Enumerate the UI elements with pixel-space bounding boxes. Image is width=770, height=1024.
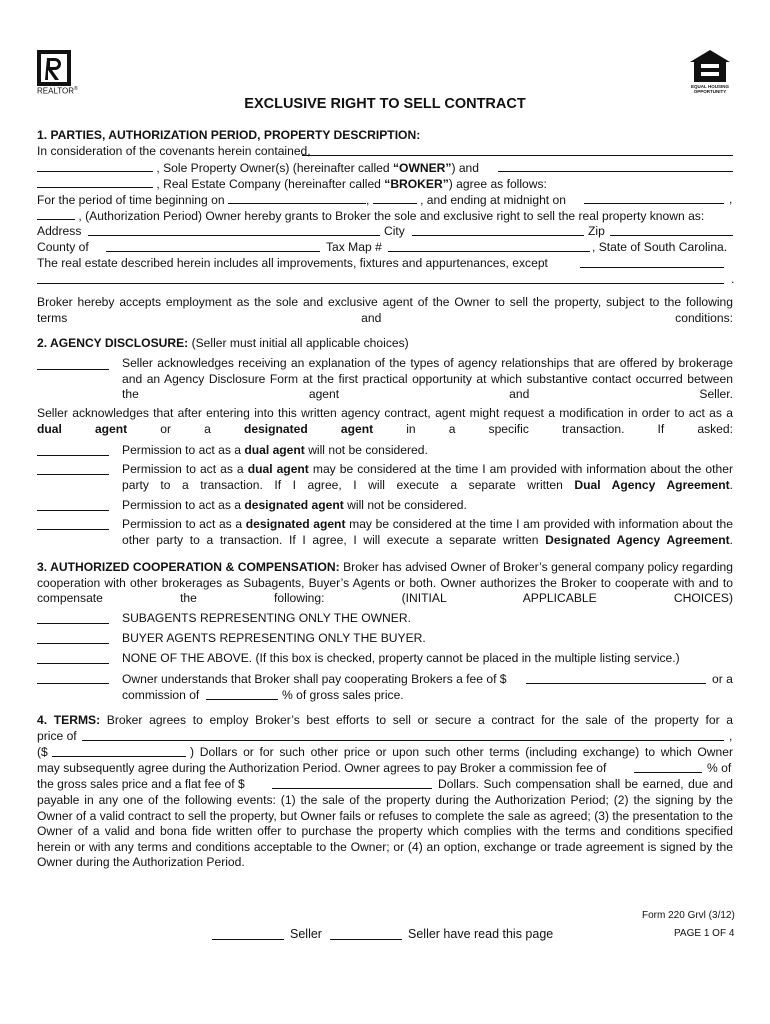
- commission-pct-blank[interactable]: [634, 772, 702, 773]
- document-title: EXCLUSIVE RIGHT TO SELL CONTRACT: [244, 96, 526, 112]
- price-amount-blank[interactable]: [52, 756, 186, 757]
- modification-paragraph: Seller acknowledges that after entering into this written agency contract, agent might request a modification in order to act as a dual agent or a designated agent in a specific transaction. If asked:: [37, 406, 733, 436]
- c4-text: Owner understands that Broker shall pay cooperating Brokers a fee of $: [122, 672, 507, 686]
- consideration-line: In consideration of the covenants herein contained,: [37, 144, 311, 158]
- opt3-text: Permission to act as a designated agent will not be considered.: [122, 498, 467, 512]
- zip-blank[interactable]: [610, 235, 733, 236]
- opt3-initial-blank[interactable]: [37, 510, 109, 511]
- c4-initial-blank[interactable]: [37, 683, 109, 684]
- broker-line: , Real Estate Company (hereinafter called “BROKER”) agree as follows:: [37, 176, 733, 192]
- realtor-label: REALTOR®: [37, 86, 78, 96]
- tax-map-blank[interactable]: [388, 251, 590, 252]
- opt2-initial-blank[interactable]: [37, 474, 109, 475]
- ack-paragraph: Seller acknowledges receiving an explanation of the types of agency relationships that are offered by brokerage and an Agency Disclosure Form at the first practical opportunity at which substantive contact occurred between the agent and Seller.: [122, 356, 733, 401]
- price-of-line: price of: [37, 729, 77, 743]
- c4-or-a: or a: [712, 672, 733, 686]
- section-1-heading: 1. PARTIES, AUTHORIZATION PERIOD, PROPERTY DESCRIPTION:: [37, 128, 421, 142]
- section-2-heading: 2. AGENCY DISCLOSURE: (Seller must initial all applicable choices): [37, 336, 409, 350]
- flat-fee-blank[interactable]: [272, 788, 432, 789]
- seller-initial-blank-2[interactable]: [330, 939, 402, 940]
- city-blank[interactable]: [412, 235, 584, 236]
- improvements-line: The real estate described herein includes all improvements, fixtures and appurtenances, except: [37, 256, 548, 270]
- auth-period-line: , (Authorization Period) Owner hereby grants to Broker the sole and exclusive right to sell the real property known as:: [37, 208, 733, 224]
- c2-text: BUYER AGENTS REPRESENTING ONLY THE BUYER.: [122, 631, 426, 645]
- realtor-r-icon: [37, 50, 77, 90]
- city-label: City: [384, 224, 405, 238]
- realtor-logo: [37, 50, 77, 90]
- equal-housing-label: EQUAL HOUSING OPPORTUNITY: [691, 84, 729, 94]
- except-period: .: [731, 272, 735, 286]
- price-comma: ,: [729, 729, 733, 743]
- dollars-text: ) Dollars or for such other price or upon such other terms (including exchange) to which Owner: [190, 745, 733, 759]
- tax-map-label: Tax Map #: [326, 240, 382, 254]
- seller-read-label: Seller have read this page: [408, 927, 554, 941]
- earned-text: Dollars. Such compensation shall be earned, due and: [438, 777, 733, 791]
- pct-of-label: % of: [707, 761, 732, 775]
- c4-gross-label: % of gross sales price.: [282, 688, 404, 702]
- c1-initial-blank[interactable]: [37, 623, 109, 624]
- period-begin-year-blank[interactable]: [373, 192, 417, 204]
- flat-fee-line: the gross sales price and a flat fee of $: [37, 777, 245, 791]
- owner-line: , Sole Property Owner(s) (hereinafter called “OWNER”) and: [37, 160, 733, 176]
- consideration-blank[interactable]: [302, 155, 733, 156]
- period-end-blank[interactable]: [584, 203, 724, 204]
- c4-commission-label: commission of: [122, 688, 200, 702]
- seller-label: Seller: [290, 927, 322, 941]
- coop-fee-blank[interactable]: [526, 683, 706, 684]
- owner-and-blank[interactable]: [498, 171, 733, 172]
- broker-name-blank[interactable]: [37, 176, 153, 188]
- c2-initial-blank[interactable]: [37, 643, 109, 644]
- county-blank[interactable]: [106, 251, 320, 252]
- address-blank[interactable]: [88, 235, 380, 236]
- except-continued-blank[interactable]: [37, 283, 724, 284]
- county-line: County of: [37, 240, 89, 254]
- broker-accepts-paragraph: Broker hereby accepts employment as the sole and exclusive agent of the Owner to sell the property, subject to the following terms and conditions:: [37, 295, 733, 325]
- c1-text: SUBAGENTS REPRESENTING ONLY THE OWNER.: [122, 611, 411, 625]
- zip-label: Zip: [588, 224, 605, 238]
- opt4-text: Permission to act as a designated agent may be considered at the time I am provided with information about the other party to a transaction. If I agree, I will execute a separate written Designated Agency Agreement.: [122, 517, 733, 547]
- c3-text: NONE OF THE ABOVE. (If this box is checked, property cannot be placed in the multiple listing service.): [122, 651, 680, 665]
- c3-initial-blank[interactable]: [37, 663, 109, 664]
- period-end-comma: ,: [729, 192, 733, 206]
- opt1-text: Permission to act as a dual agent will not be considered.: [122, 443, 428, 457]
- price-words-blank[interactable]: [82, 740, 724, 741]
- seller-initial-blank-1[interactable]: [212, 939, 284, 940]
- ack-initial-blank[interactable]: [37, 369, 109, 370]
- opt4-initial-blank[interactable]: [37, 529, 109, 530]
- period-line: For the period of time beginning on , , and ending at midnight on: [37, 193, 566, 207]
- except-blank[interactable]: [580, 267, 724, 268]
- equal-housing-house-icon: [688, 48, 732, 84]
- period-end-year-blank[interactable]: [37, 208, 75, 220]
- address-line: Address: [37, 224, 82, 238]
- period-begin-blank[interactable]: [228, 192, 366, 204]
- owner-name-blank[interactable]: [37, 160, 153, 172]
- opt2-text: Permission to act as a dual agent may be considered at the time I am provided with information about the other party to a transaction. If I agree, I will execute a separate written Dual Agency Agreement.: [122, 462, 733, 492]
- coop-commission-blank[interactable]: [206, 699, 278, 700]
- opt1-initial-blank[interactable]: [37, 455, 109, 456]
- page-number: PAGE 1 OF 4: [674, 928, 735, 939]
- form-number: Form 220 Grvl (3/12): [642, 910, 735, 921]
- section-4-first-line: 4. TERMS: Broker agrees to employ Broker’s best efforts to sell or secure a contract for the sale of the property for a: [37, 713, 733, 727]
- commission-line: may subsequently agree during the Authorization Period. Owner agrees to pay Broker a commission fee of: [37, 761, 607, 775]
- section-3-paragraph: 3. AUTHORIZED COOPERATION & COMPENSATION: Broker has advised Owner of Broker’s general company policy regarding cooperation with other brokerages as Subagents, Buyer’s Agents or both. Owner authorizes the Broker to cooperate with and to compensate the following: (INITIAL APPLICABLE CHOICES): [37, 560, 733, 605]
- state-label: , State of South Carolina.: [592, 240, 728, 254]
- payable-events-paragraph: payable in any one of the following events: (1) the sale of the property during the Authorization Period; (2) the signing by the Owner of a valid contract to sell the property, but Owner fails or refuses to complete the sale as agreed; (3) the presentation to the Owner of a valid and bona fide written offer to purchase the property which complies with the terms and conditions specified herein or with any terms and conditions acceptable to the Owner; or (4) an option, exchange or trade agreement is signed by the Owner during the Authorization Period.: [37, 793, 733, 870]
- dollars-line: ($: [37, 745, 48, 759]
